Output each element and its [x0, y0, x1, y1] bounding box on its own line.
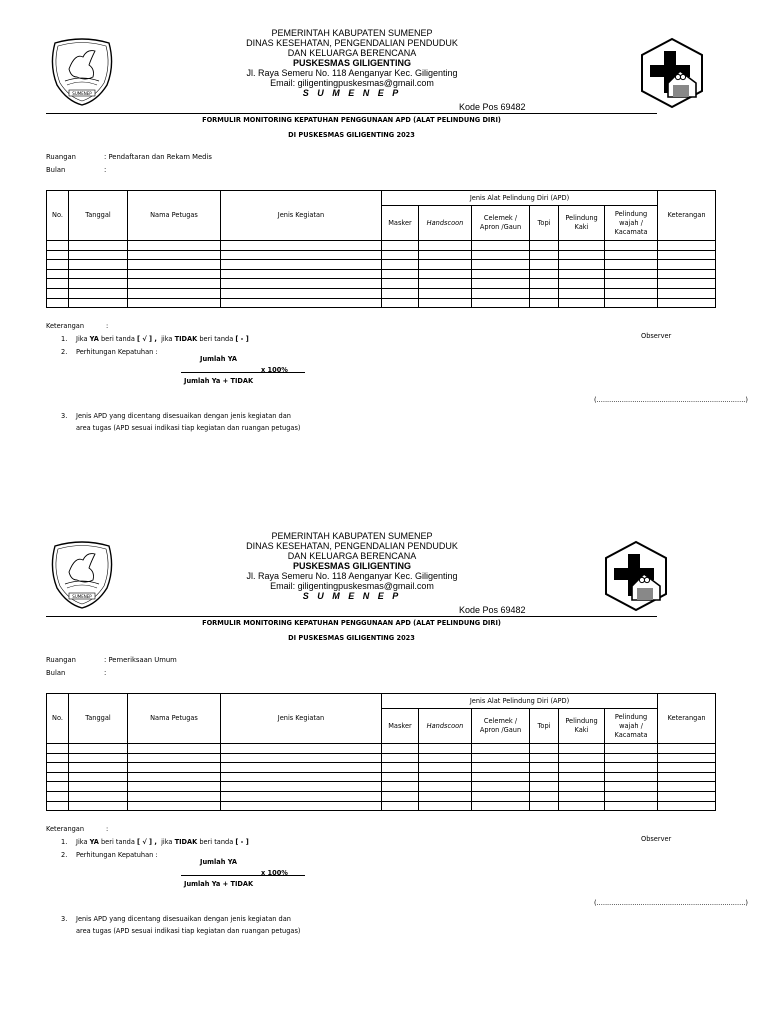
note-1-dash: [ - ] [235, 335, 249, 343]
notes-label: Keterangan [46, 322, 85, 330]
col-topi: Topi [530, 709, 559, 744]
bulan-label: Bulan [46, 669, 66, 677]
col-tanggal: Tanggal [69, 694, 128, 744]
form-title: FORMULIR MONITORING KEPATUHAN PENGGUNAAN APD (ALAT PELINDUNG DIRI) [202, 116, 501, 124]
note-1-b: beri tanda [101, 335, 135, 343]
col-keterangan: Keterangan [658, 191, 716, 241]
table-row [47, 763, 716, 773]
wajah-line-1: Pelindung [614, 209, 648, 218]
note-1-d: beri tanda [199, 335, 234, 343]
header-divider [46, 616, 657, 617]
ruangan-value: : Pemeriksaan Umum [104, 656, 177, 664]
form-pemeriksaan-umum [0, 503, 768, 973]
note-1 [76, 335, 249, 343]
letterhead-address: Jl. Raya Semeru No. 118 Aenganyar Kec. Giligenting [246, 571, 458, 581]
col-no: No. [47, 694, 69, 744]
letterhead-address: Jl. Raya Semeru No. 118 Aenganyar Kec. Giligenting [246, 68, 458, 78]
sumenep-seal-logo [47, 538, 117, 610]
form-title: FORMULIR MONITORING KEPATUHAN PENGGUNAAN APD (ALAT PELINDUNG DIRI) [202, 619, 501, 627]
apd-table [46, 190, 716, 308]
celemek-line-2: Apron /Gaun [479, 223, 522, 231]
note-1-tidak: TIDAK [174, 335, 198, 343]
formula-numerator: Jumlah YA [200, 355, 237, 363]
note-3-number: 3. [61, 915, 68, 923]
ruangan-label: Ruangan [46, 656, 76, 664]
observer-label: Observer [641, 835, 672, 843]
postal-code: Kode Pos 69482 [459, 605, 526, 615]
letterhead-city: S U M E N E P [302, 591, 402, 601]
notes-section [46, 825, 748, 945]
bulan-value: : [104, 669, 107, 677]
table-row [47, 753, 716, 763]
kaki-line-1: Pelindung [565, 214, 598, 222]
table-row [47, 279, 716, 289]
note-1-c: jika [161, 838, 173, 846]
table-row [47, 260, 716, 270]
note-2: Perhitungan Kepatuhan : [76, 851, 158, 859]
letterhead-line-3: DAN KELUARGA BERENCANA [287, 48, 417, 58]
table-row [47, 288, 716, 298]
celemek-line-1: Celemek / [483, 214, 518, 222]
form-subtitle: DI PUSKESMAS GILIGENTING 2023 [288, 131, 415, 139]
table-row [47, 772, 716, 782]
note-1-check: [ √ ] , [137, 335, 157, 343]
letterhead-email: Email: giligentingpuskesmas@gmail.com [270, 78, 434, 88]
table-row [47, 241, 716, 251]
col-masker: Masker [382, 709, 419, 744]
note-1-d: beri tanda [199, 838, 234, 846]
wajah-line-2: wajah / [619, 721, 643, 730]
note-1 [76, 838, 249, 846]
formula-denominator: Jumlah Ya + TIDAK [184, 880, 254, 888]
letterhead [180, 28, 524, 98]
letterhead-line-3: DAN KELUARGA BERENCANA [287, 551, 417, 561]
wajah-line-2: wajah / [619, 218, 643, 227]
letterhead-line-2: DINAS KESEHATAN, PENGENDALIAN PENDUDUK [246, 541, 458, 551]
table-row [47, 801, 716, 811]
note-1-check: [ √ ] , [137, 838, 157, 846]
col-tanggal: Tanggal [69, 191, 128, 241]
seal-text: SUMENEP [72, 594, 92, 599]
formula-denominator: Jumlah Ya + TIDAK [184, 377, 254, 385]
notes-section [46, 322, 748, 442]
table-row [47, 298, 716, 308]
form-pendaftaran [0, 0, 768, 470]
note-1-tidak: TIDAK [174, 838, 198, 846]
puskesmas-logo [638, 37, 706, 109]
col-jenis-kegiatan: Jenis Kegiatan [221, 191, 382, 241]
kaki-line-2: Kaki [574, 223, 589, 231]
notes-colon: : [106, 322, 109, 330]
note-3-line-2: area tugas (APD sesuai indikasi tiap kegiatan dan ruangan petugas) [76, 927, 301, 935]
kaki-line-1: Pelindung [565, 717, 598, 725]
observer-label: Observer [641, 332, 672, 340]
col-pelindung-kaki [559, 206, 605, 241]
letterhead [180, 531, 524, 601]
ruangan-label: Ruangan [46, 153, 76, 161]
form-subtitle: DI PUSKESMAS GILIGENTING 2023 [288, 634, 415, 642]
puskesmas-logo [602, 540, 670, 612]
col-celemek [472, 709, 530, 744]
col-topi: Topi [530, 206, 559, 241]
col-pelindung-wajah [605, 206, 658, 241]
col-celemek [472, 206, 530, 241]
notes-label: Keterangan [46, 825, 85, 833]
note-3-line-2: area tugas (APD sesuai indikasi tiap kegiatan dan ruangan petugas) [76, 424, 301, 432]
col-nama-petugas: Nama Petugas [128, 191, 221, 241]
col-group-apd: Jenis Alat Pelindung Diri (APD) [382, 694, 658, 709]
col-keterangan: Keterangan [658, 694, 716, 744]
note-1-dash: [ - ] [235, 838, 249, 846]
note-3-line-1: Jenis APD yang dicentang disesuaikan dengan jenis kegiatan dan [76, 915, 291, 923]
bulan-label: Bulan [46, 166, 66, 174]
col-pelindung-kaki [559, 709, 605, 744]
note-1-b: beri tanda [101, 838, 135, 846]
observer-signature-line: (.......................................................................) [594, 899, 748, 907]
formula-multiplier: x 100% [261, 366, 288, 374]
note-3-number: 3. [61, 412, 68, 420]
notes-colon: : [106, 825, 109, 833]
note-2-number: 2. [61, 348, 68, 356]
note-1-number: 1. [61, 838, 68, 846]
letterhead-line-4: PUSKESMAS GILIGENTING [292, 561, 411, 571]
note-1-c: jika [161, 335, 173, 343]
letterhead-line-1: PEMERINTAH KABUPATEN SUMENEP [271, 531, 433, 541]
celemek-line-1: Celemek / [483, 717, 518, 725]
celemek-line-2: Apron /Gaun [479, 726, 522, 734]
bulan-value: : [104, 166, 107, 174]
table-row [47, 269, 716, 279]
note-1-ya: YA [89, 335, 99, 343]
note-2: Perhitungan Kepatuhan : [76, 348, 158, 356]
ruangan-value: : Pendaftaran dan Rekam Medis [104, 153, 212, 161]
col-jenis-kegiatan: Jenis Kegiatan [221, 694, 382, 744]
note-1-a: Jika [76, 335, 88, 343]
col-nama-petugas: Nama Petugas [128, 694, 221, 744]
col-no: No. [47, 191, 69, 241]
letterhead-line-1: PEMERINTAH KABUPATEN SUMENEP [271, 28, 433, 38]
note-2-number: 2. [61, 851, 68, 859]
col-handscoon: Handscoon [419, 709, 472, 744]
formula-multiplier: x 100% [261, 869, 288, 877]
header-divider [46, 113, 657, 114]
kaki-line-2: Kaki [574, 726, 589, 734]
col-handscoon: Handscoon [419, 206, 472, 241]
seal-text: SUMENEP [72, 91, 92, 96]
apd-table [46, 693, 716, 811]
letterhead-email: Email: giligentingpuskesmas@gmail.com [270, 581, 434, 591]
col-pelindung-wajah [605, 709, 658, 744]
sumenep-seal-logo [47, 35, 117, 107]
formula-numerator: Jumlah YA [200, 858, 237, 866]
wajah-line-3: Kacamata [614, 730, 648, 739]
note-3-line-1: Jenis APD yang dicentang disesuaikan dengan jenis kegiatan dan [76, 412, 291, 420]
postal-code: Kode Pos 69482 [459, 102, 526, 112]
wajah-line-1: Pelindung [614, 712, 648, 721]
col-masker: Masker [382, 206, 419, 241]
letterhead-city: S U M E N E P [302, 88, 402, 98]
table-row [47, 782, 716, 792]
note-1-number: 1. [61, 335, 68, 343]
observer-signature-line: (.......................................................................) [594, 396, 748, 404]
letterhead-line-2: DINAS KESEHATAN, PENGENDALIAN PENDUDUK [246, 38, 458, 48]
col-group-apd: Jenis Alat Pelindung Diri (APD) [382, 191, 658, 206]
letterhead-line-4: PUSKESMAS GILIGENTING [292, 58, 411, 68]
table-row [47, 744, 716, 754]
note-1-ya: YA [89, 838, 99, 846]
note-1-a: Jika [76, 838, 88, 846]
wajah-line-3: Kacamata [614, 227, 648, 236]
table-row [47, 250, 716, 260]
table-row [47, 791, 716, 801]
